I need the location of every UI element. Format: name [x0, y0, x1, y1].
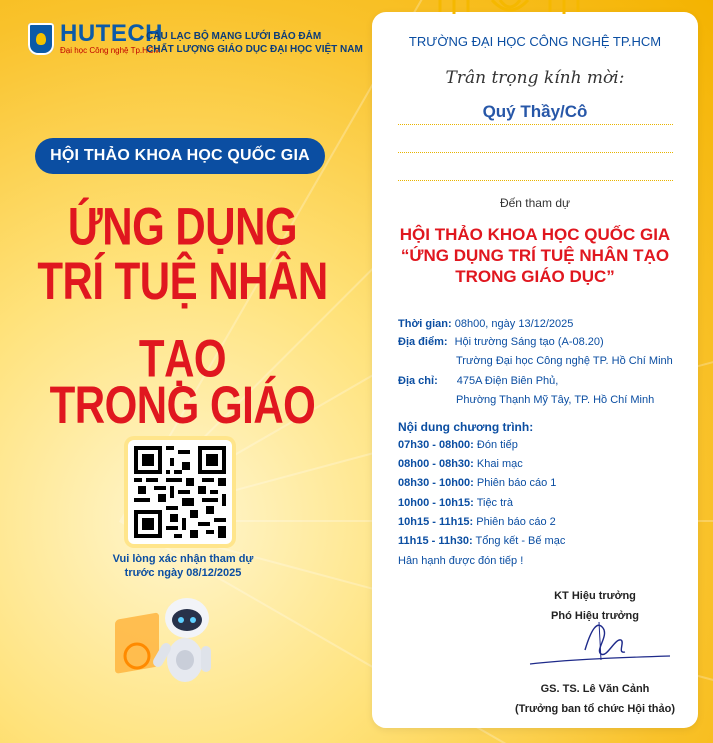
school-name: TRƯỜNG ĐẠI HỌC CÔNG NGHỆ TP.HCM — [408, 34, 662, 49]
venue-label: Địa điểm: — [398, 336, 448, 348]
dotted-line — [398, 152, 673, 153]
program-item — [398, 497, 513, 509]
address-value-1: 475A Điện Biên Phủ, — [456, 375, 559, 387]
venue-row — [398, 336, 604, 349]
signer-role-1: KT Hiệu trưởng — [554, 590, 636, 602]
club-name — [146, 30, 363, 56]
signer-name: GS. TS. Lê Văn Cảnh — [540, 683, 650, 695]
qr-code-icon — [134, 446, 226, 538]
signer-role-2: Phó Hiệu trưởng — [551, 610, 639, 622]
hutech-logo — [28, 22, 163, 56]
club-line-1: CÂU LẠC BỘ MẠNG LƯỚI BẢO ĐẢM — [146, 31, 322, 42]
address-row — [398, 375, 558, 388]
rsvp-note — [88, 552, 278, 580]
program-title: Nội dung chương trình: — [398, 420, 534, 434]
shield-icon — [28, 23, 54, 55]
program-activity: Tiệc trà — [476, 497, 513, 509]
brand-name: HUTECH — [60, 20, 163, 47]
signature-icon — [525, 620, 675, 672]
dotted-line — [398, 124, 673, 125]
program-activity: Đón tiếp — [476, 439, 518, 451]
program-item — [398, 516, 556, 528]
conference-title — [372, 224, 698, 287]
venue-value-2: Trường Đại học Công nghệ TP. Hồ Chí Minh — [456, 355, 673, 367]
venue-value-1: Hội trường Sáng tạo (A-08.20) — [454, 336, 604, 348]
program-item — [398, 477, 556, 489]
dotted-line — [398, 180, 673, 181]
conference-title-line-3: TRONG GIÁO DỤC” — [455, 267, 615, 286]
program-activity: Tổng kết - Bế mạc — [475, 535, 566, 547]
robot-illustration — [115, 590, 245, 700]
attend-text: Đến tham dự — [499, 196, 571, 210]
top-decoration — [430, 0, 590, 14]
rsvp-line-1: Vui lòng xác nhận tham dự — [112, 553, 254, 565]
program-item — [398, 458, 523, 470]
main-title-line-2: TRÍ TUỆ NHÂN TẠO — [37, 251, 328, 388]
signer-title: (Trưởng ban tổ chức Hội thảo) — [514, 703, 676, 715]
main-title-line-1: ỨNG DỤNG — [67, 197, 298, 256]
address-label: Địa chỉ: — [398, 375, 438, 387]
program-time: 07h30 - 08h00: — [398, 439, 474, 451]
program-time: 10h15 - 11h15: — [398, 516, 474, 528]
address-value-2: Phường Thạnh Mỹ Tây, TP. Hồ Chí Minh — [456, 394, 655, 406]
brand-subtitle: Đại học Công nghệ Tp.HCM — [60, 46, 161, 55]
conference-pill: HỘI THẢO KHOA HỌC QUỐC GIA — [35, 138, 325, 174]
qr-code[interactable] — [128, 440, 232, 544]
program-activity: Phiên báo cáo 2 — [476, 516, 556, 528]
welcome-text: Hân hạnh được đón tiếp ! — [398, 555, 524, 567]
guest-name: Quý Thầy/Cô — [482, 102, 588, 121]
time-value: 08h00, ngày 13/12/2025 — [454, 318, 574, 330]
program-time: 08h30 - 10h00: — [398, 477, 474, 489]
time-row — [398, 318, 573, 331]
program-activity: Khai mạc — [476, 458, 523, 470]
time-label: Thời gian: — [398, 318, 452, 330]
program-activity: Phiên báo cáo 1 — [476, 477, 557, 489]
conference-title-line-2: “ỨNG DỤNG TRÍ TUỆ NHÂN TẠO — [400, 246, 670, 265]
program-time: 11h15 - 11h30: — [398, 535, 473, 547]
main-title-line-3: TRONG GIÁO — [49, 375, 316, 434]
club-line-2: CHẤT LƯỢNG GIÁO DỤC ĐẠI HỌC VIỆT NAM — [146, 44, 363, 55]
program-item — [398, 439, 518, 451]
rsvp-line-2: trước ngày 08/12/2025 — [124, 567, 242, 579]
program-time: 08h00 - 08h30: — [398, 458, 474, 470]
program-time: 10h00 - 10h15: — [398, 497, 474, 509]
invite-greeting: Trân trọng kính mời: — [445, 68, 625, 88]
program-item — [398, 535, 565, 547]
conference-title-line-1: HỘI THẢO KHOA HỌC QUỐC GIA — [399, 225, 671, 244]
